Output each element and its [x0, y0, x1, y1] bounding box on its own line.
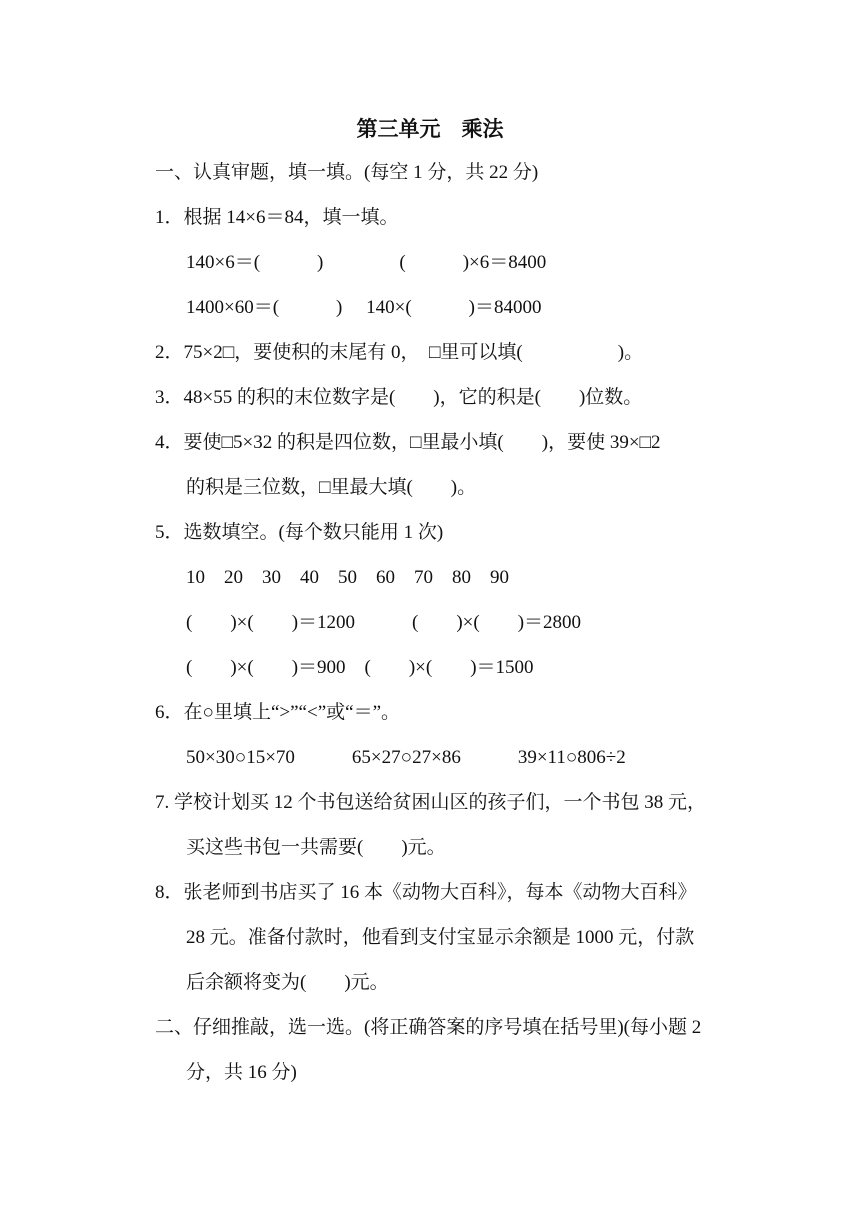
- q2-text: 2．75×2□，要使积的末尾有 0， □里可以填( )。: [155, 342, 644, 363]
- q1-text: 1．根据 14×6＝84，填一填。: [155, 207, 399, 228]
- q5-text: 5．选数填空。(每个数只能用 1 次): [155, 522, 444, 543]
- section2-heading-line2: 分，共 16 分): [186, 1062, 297, 1083]
- q6-row: 50×30○15×70 65×27○27×86 39×11○806÷2: [186, 747, 626, 768]
- q4-line2: 的积是三位数，□里最大填( )。: [186, 477, 477, 498]
- q8-line3: 后余额将变为( )元。: [186, 972, 389, 993]
- q1-row1: 140×6＝( ) ( )×6＝8400: [186, 252, 547, 273]
- q3-text: 3．48×55 的积的末位数字是( )，它的积是( )位数。: [155, 387, 643, 408]
- q5-row1: ( )×( )＝1200 ( )×( )＝2800: [186, 612, 582, 633]
- section2-heading-line1: 二、仔细推敲，选一选。(将正确答案的序号填在括号里)(每小题 2: [155, 1017, 702, 1038]
- q4-line1: 4．要使□5×32 的积是四位数，□里最小填( )，要使 39×□2: [155, 432, 661, 453]
- q8-line1: 8．张老师到书店买了 16 本《动物大百科》，每本《动物大百科》: [155, 882, 697, 903]
- q7-line2: 买这些书包一共需要( )元。: [186, 837, 446, 858]
- q8-line2: 28 元。准备付款时，他看到支付宝显示余额是 1000 元，付款: [186, 927, 695, 948]
- q5-row2: ( )×( )＝900 ( )×( )＝1500: [186, 657, 534, 678]
- q5-numbers: 10 20 30 40 50 60 70 80 90: [186, 567, 510, 588]
- q7-line1: 7. 学校计划买 12 个书包送给贫困山区的孩子们，一个书包 38 元，: [155, 792, 707, 813]
- section1-heading: 一、认真审题，填一填。(每空 1 分，共 22 分): [155, 162, 539, 183]
- q6-text: 6．在○里填上“>”“<”或“＝”。: [155, 702, 401, 723]
- page-title: 第三单元 乘法: [356, 117, 504, 141]
- q1-row2: 1400×60＝( ) 140×( )＝84000: [186, 297, 542, 318]
